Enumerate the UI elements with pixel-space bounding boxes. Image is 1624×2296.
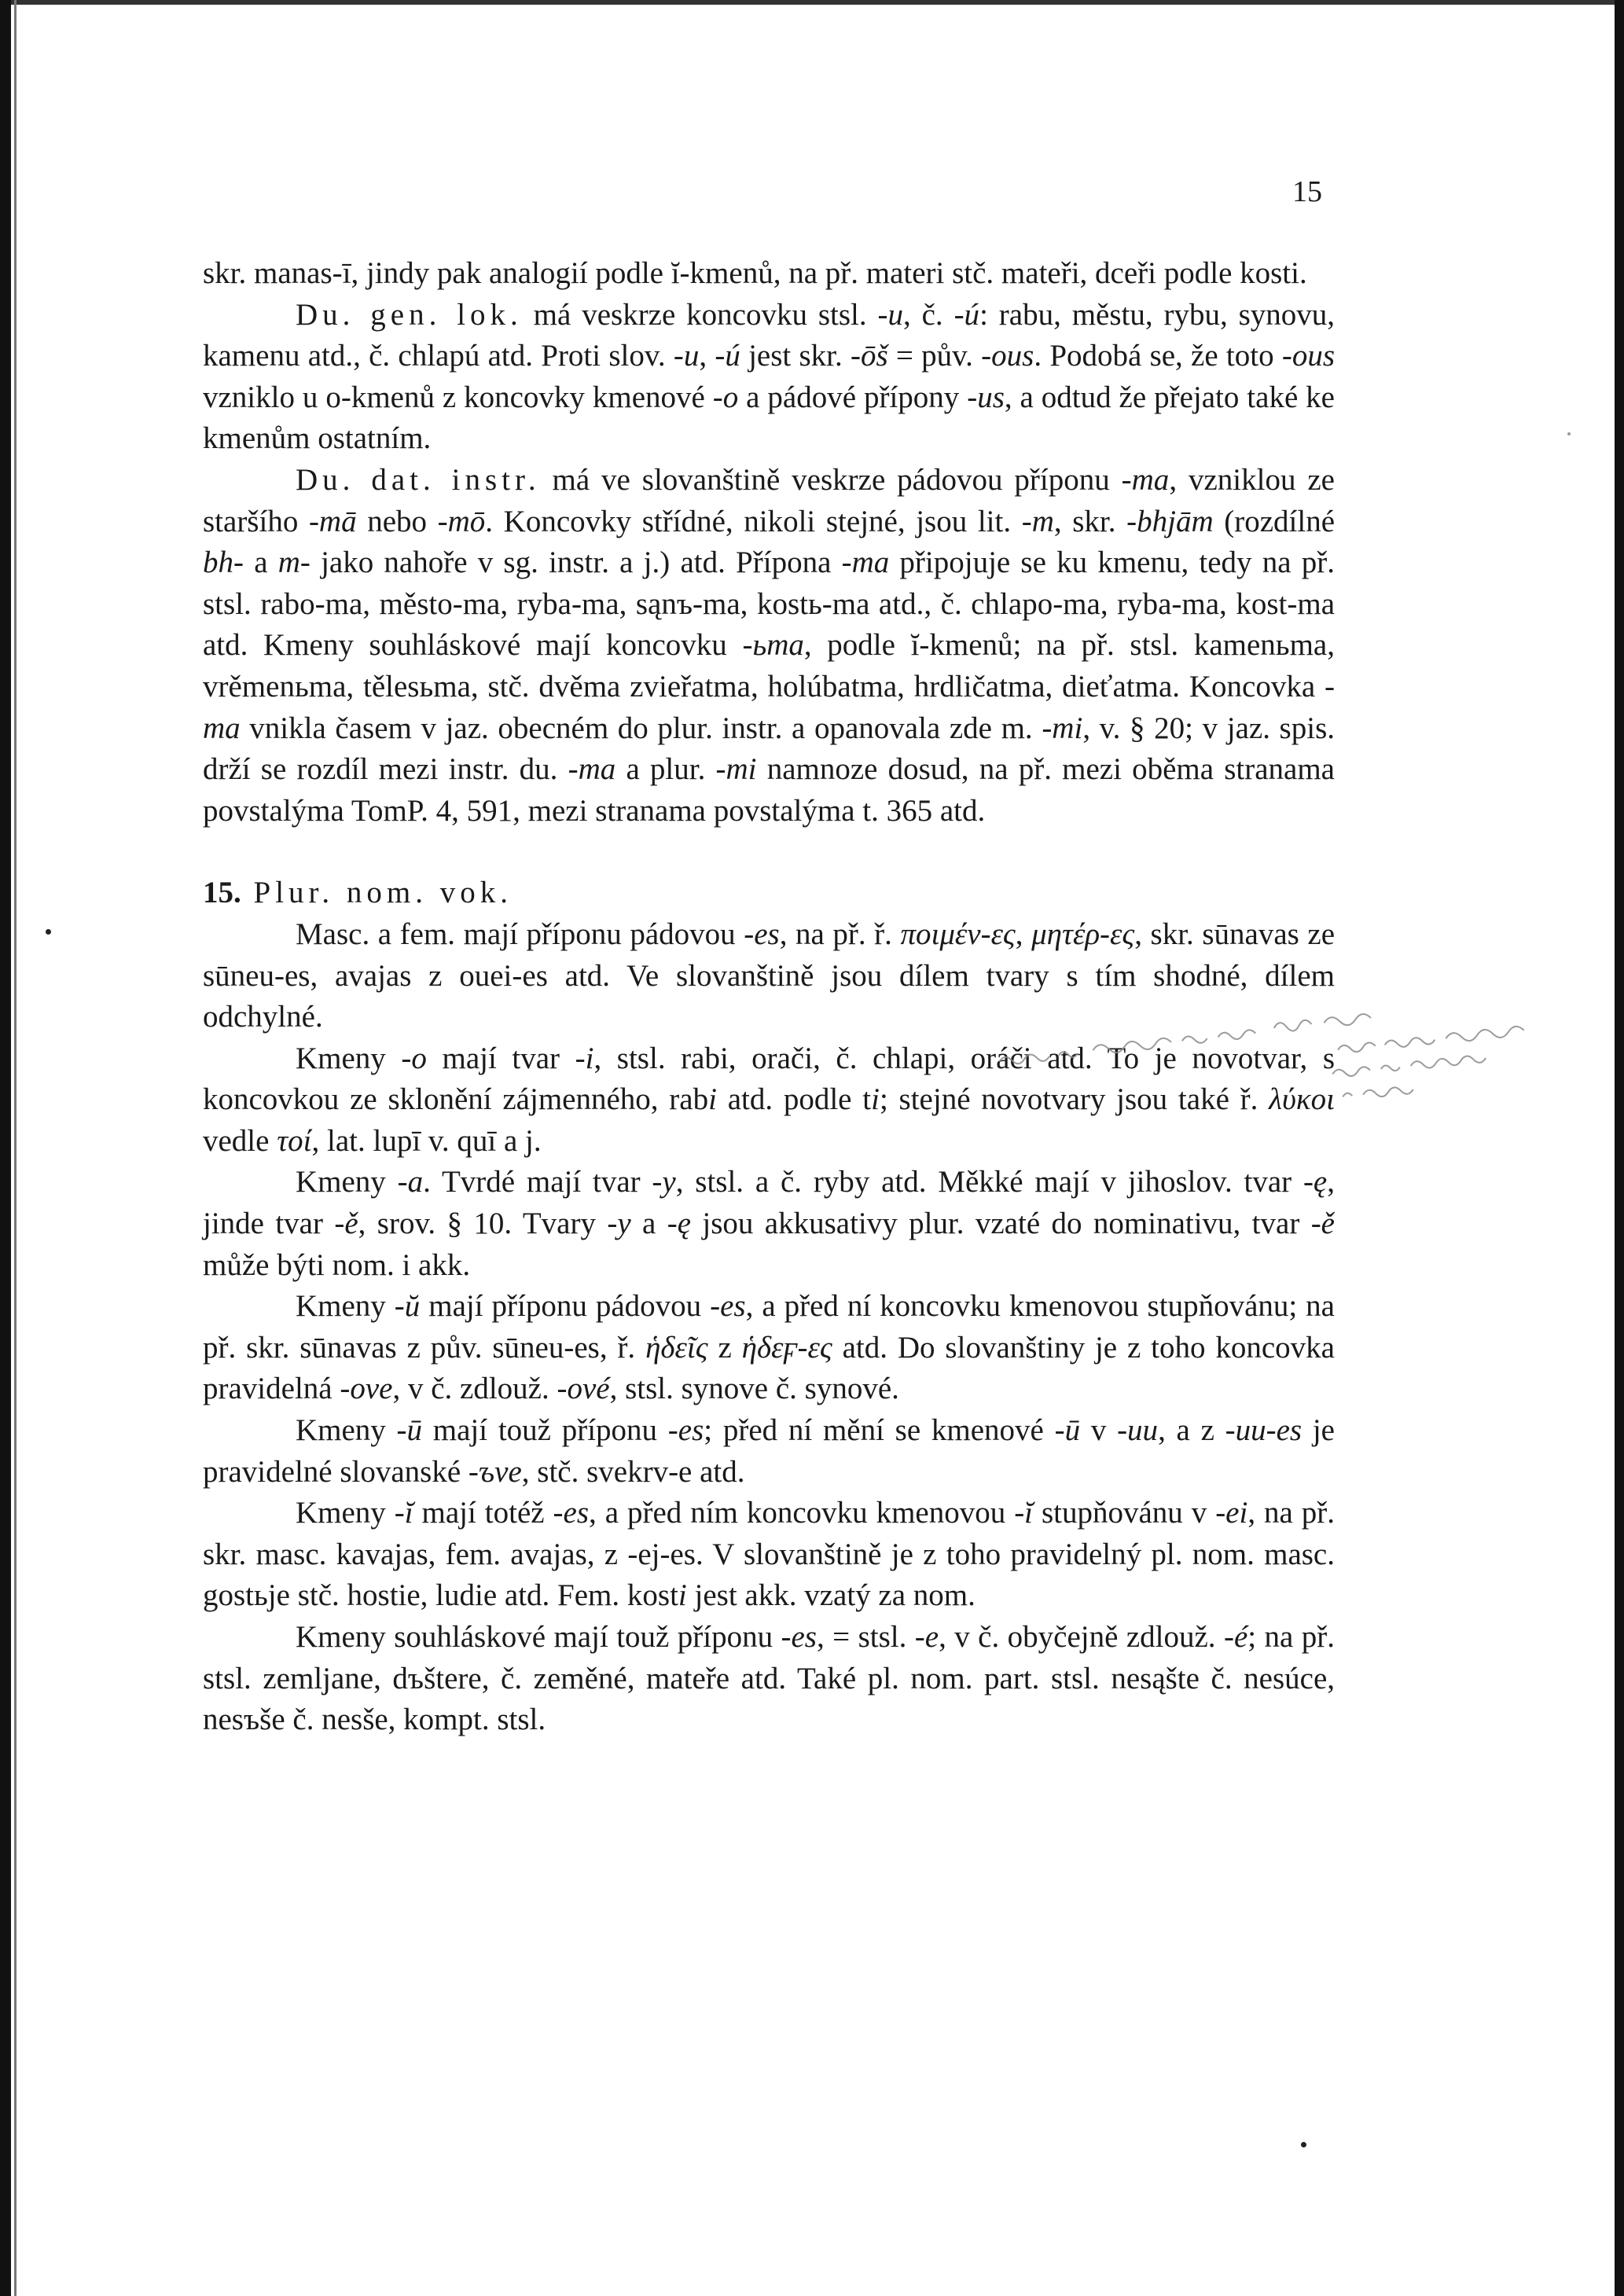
text-run: jsou akkusativy plur. vzaté do nominativu, tvar <box>691 1207 1311 1241</box>
page-left-border-inner <box>14 0 17 2296</box>
text-run: a <box>244 546 278 580</box>
italic-run: -ma <box>841 546 890 580</box>
text-run: Kmeny <box>296 1165 398 1199</box>
italic-run: -ě <box>334 1207 358 1241</box>
text-run: , v č. zdlouž. <box>392 1372 557 1406</box>
text-run: , <box>699 339 715 373</box>
text-run: vnikla časem v jaz. obecném do plur. instr. a opanovala zde m. <box>240 711 1042 745</box>
italic-run: -ьma <box>742 628 804 663</box>
italic-run: bh- <box>203 546 244 580</box>
text-run: jest skr. <box>740 339 851 373</box>
text-run: : rabu, městu, rybu, synovu, kamenu atd., č. chlapú atd. Proti slov. <box>203 297 1336 373</box>
italic-run: -bhjām <box>1126 504 1214 538</box>
text-run: Kmeny <box>296 1413 397 1448</box>
section-heading <box>203 872 1335 914</box>
text-run: , č. <box>903 297 954 332</box>
stray-dot-mark <box>1301 2142 1306 2147</box>
text-run: mají tvar <box>426 1041 575 1075</box>
italic-run: -u <box>877 297 903 332</box>
text-run: Masc. a fem. mají příponu pádovou <box>296 917 744 951</box>
italic-run: -mi <box>1042 711 1083 745</box>
text-run: , <box>1015 917 1032 951</box>
text-run: = pův. <box>887 339 982 373</box>
text-run: , = stsl. <box>816 1620 915 1654</box>
text-run: namnoze dosud, na př. mezi oběma stranama povstalýma TomP. 4, 591, mezi stranama povstalýma t. 365 atd. <box>203 752 1335 828</box>
text-run: , vzniklou ze staršího <box>203 462 1335 538</box>
text-run: a pádové přípony <box>738 380 968 414</box>
italic-run: -ous <box>1281 339 1336 373</box>
spaced-run: Du. gen. lok. <box>296 297 523 332</box>
text-run: jest akk. vzatý za nom. <box>686 1578 976 1613</box>
text-run: skr. manas-ī, jindy pak analogií podle ĭ-kmenů, na př. materi stč. mateři, dceři podle kosti. <box>203 256 1307 290</box>
paragraph <box>203 1286 1335 1410</box>
text-run: , jinde tvar <box>203 1165 1335 1241</box>
page-left-border <box>0 0 11 2296</box>
text-run: ; stejné novotvary jsou také ř. <box>879 1082 1269 1117</box>
stray-dot-mark <box>46 929 51 935</box>
text-run: vedle <box>203 1123 277 1158</box>
text-run: , stsl. rabi, orači, č. chlapi, oráči atd. To je novotvar, s koncovkou ze sklonění zájmenného, rab <box>203 1041 1335 1117</box>
text-run: , skr. sūnavas ze sūneu-es, avajas z ouei-es atd. Ve slovanštině jsou dílem tvary s tím shodné, dílem odchylné. <box>203 917 1336 1034</box>
text-run: , v č. obyčejně zdlouž. <box>939 1620 1224 1654</box>
italic-run: -ma <box>568 752 616 787</box>
italic-run: -ma <box>203 669 1335 745</box>
italic-run: -u <box>673 339 700 373</box>
paragraph <box>203 295 1335 460</box>
page-top-edge <box>0 0 1624 5</box>
text-run: ; na př. stsl. zemljane, dъštere, č. zeměné, mateře atd. Také pl. nom. part. stsl. nesąšte č. nesúce, nesъše č. nesše, kompt. stsl. <box>203 1620 1335 1737</box>
spaced-run: Plur. nom. vok. <box>241 876 513 910</box>
italic-run: i <box>871 1082 880 1117</box>
text-run: , stsl. a č. ryby atd. Měkké mají v jihoslov. tvar <box>675 1165 1303 1199</box>
text-run: , podle ĭ-kmenů; na př. stsl. kamenьma, vrěmenьma, tělesьma, stč. dvěma zvieřatma, holúbatma, hrdličatma, dieťatma. Koncovka <box>203 628 1335 703</box>
text-run: stupňovánu v <box>1033 1496 1216 1530</box>
italic-run: -ĭ <box>394 1496 413 1530</box>
italic-run: -us <box>967 380 1005 414</box>
paragraph <box>203 460 1335 832</box>
italic-run: -es <box>667 1413 704 1448</box>
italic-run: -ma <box>1121 462 1170 497</box>
text-run: Kmeny souhláskové mají touž příponu <box>296 1620 781 1654</box>
italic-run: i <box>708 1082 717 1117</box>
text-run: , stsl. synove č. synové. <box>609 1372 899 1406</box>
italic-run: -ę <box>1303 1165 1328 1199</box>
italic-run: i <box>678 1578 687 1613</box>
text-run: mají touž příponu <box>422 1413 668 1448</box>
paragraph <box>203 1410 1335 1493</box>
italic-run: ἡδεϝ-ες <box>741 1330 832 1365</box>
text-run: jako nahoře v sg. instr. a j.) atd. Přípona <box>310 546 842 580</box>
paragraph <box>203 1493 1335 1617</box>
text-run: , stč. svekrv-e atd. <box>521 1454 745 1489</box>
bold-run: 15. <box>203 876 241 910</box>
page-number: 15 <box>1292 175 1322 208</box>
italic-run: -y <box>652 1165 676 1199</box>
text-run: mají totéž <box>413 1496 553 1530</box>
italic-run: -o <box>401 1041 427 1075</box>
spaced-run: Du. dat. instr. <box>296 462 541 497</box>
italic-run: -ū <box>1054 1413 1081 1448</box>
text-run: , skr. <box>1053 504 1127 538</box>
italic-run: -es <box>744 917 780 951</box>
italic-run: -mā <box>308 504 357 538</box>
text-run: Kmeny <box>296 1041 402 1075</box>
text-run: , na př. ř. <box>779 917 901 951</box>
italic-run: -ous <box>981 339 1034 373</box>
text-run: atd. Do slovanštiny je z toho koncovka pravidelná <box>203 1330 1335 1406</box>
text-run: připojuje se ku kmenu, tedy na př. stsl. rabo-ma, město-ma, ryba-ma, sąnъ-ma, kostь-ma atd., č. chlapo-ma, ryba-ma, kost-ma atd. Kmeny souhláskové mají koncovku <box>203 546 1336 663</box>
text-run: Kmeny <box>296 1496 395 1530</box>
section-gap <box>203 832 1335 872</box>
page-right-border <box>1615 0 1624 2296</box>
text-run: vzniklo u o-kmenů z koncovky kmenové <box>203 380 713 414</box>
text-run: . Podobá se, že toto <box>1034 339 1282 373</box>
text-run: , na př. skr. masc. kavajas, fem. avajas, z -ej-es. V slovanštině je z toho pravidelný pl. nom. masc. gostьje stč. hostie, ludie atd. Fem. kost <box>203 1496 1336 1613</box>
italic-run: -ę <box>667 1207 692 1241</box>
italic-run: -ove <box>340 1372 393 1406</box>
text-run: z <box>707 1330 742 1365</box>
text-run: , srov. § 10. Tvary <box>358 1207 608 1241</box>
italic-run: -uu <box>1117 1413 1159 1448</box>
italic-run: -ĭ <box>1014 1496 1034 1530</box>
italic-run: λύκοι <box>1269 1082 1335 1117</box>
italic-run: -ú <box>715 339 740 373</box>
italic-run: -ové <box>557 1372 610 1406</box>
text-run: , a z <box>1158 1413 1225 1448</box>
text-run: je pravidelné slovanské <box>203 1413 1335 1489</box>
text-run: (rozdílné <box>1213 504 1336 538</box>
italic-run: -uu-es <box>1225 1413 1303 1448</box>
italic-run: -es <box>553 1496 590 1530</box>
text-run: , a před ní koncovku kmenovou stupňovánu; na př. skr. sūnavas z pův. sūneu-es, ř. <box>203 1289 1335 1365</box>
paragraph <box>203 1617 1335 1741</box>
text-run: a <box>630 1207 667 1241</box>
italic-run: -es <box>781 1620 817 1654</box>
italic-run: -ū <box>396 1413 423 1448</box>
text-run: může býti nom. i akk. <box>203 1247 471 1282</box>
text-run: . Koncovky střídné, nikoli stejné, jsou lit. <box>485 504 1022 538</box>
italic-run: -ě <box>1310 1207 1335 1241</box>
italic-run: τοί <box>277 1123 312 1158</box>
text-run: mají příponu pádovou <box>420 1289 711 1324</box>
text-run: , v. § 20; v jaz. spis. drží se rozdíl mezi instr. du. <box>203 711 1336 787</box>
text-run: , a před ním koncovku kmenovou <box>589 1496 1015 1530</box>
text-run: nebo <box>356 504 438 538</box>
italic-run: -o <box>712 380 739 414</box>
text-run: , a odtud že přejato také ke kmenům ostatním. <box>203 380 1335 456</box>
paragraph <box>203 1162 1335 1286</box>
italic-run: -ъve <box>468 1454 522 1489</box>
text-run: Kmeny <box>296 1289 395 1324</box>
italic-run: -a <box>397 1165 424 1199</box>
italic-run: -é <box>1223 1620 1248 1654</box>
italic-run: -ú <box>953 297 980 332</box>
italic-run: -es <box>710 1289 746 1324</box>
text-run: ; před ní mění se kmenové <box>704 1413 1055 1448</box>
italic-run: -i <box>575 1041 594 1075</box>
italic-run: -y <box>607 1207 631 1241</box>
italic-run: -m <box>1021 504 1054 538</box>
italic-run: μητέρ-ες <box>1031 917 1135 951</box>
stray-dot-mark <box>1567 432 1571 435</box>
page-body-text <box>203 253 1335 1741</box>
text-run: . Tvrdé mají tvar <box>423 1165 652 1199</box>
text-run: , lat. lupī v. quī a j. <box>311 1123 542 1158</box>
italic-run: -ei <box>1215 1496 1248 1530</box>
text-run: v <box>1080 1413 1118 1448</box>
italic-run: -ōš <box>851 339 888 373</box>
italic-run: -ŭ <box>394 1289 421 1324</box>
italic-run: m- <box>277 546 310 580</box>
text-run: atd. podle t <box>716 1082 872 1117</box>
text-run: má ve slovanštině veskrze pádovou příponu <box>540 462 1122 497</box>
italic-run: ποιμέν-ες <box>900 917 1016 951</box>
italic-run: ἡδεῖς <box>645 1330 708 1365</box>
text-run: a plur. <box>615 752 716 787</box>
italic-run: -mō <box>437 504 486 538</box>
italic-run: -mi <box>715 752 757 787</box>
text-run: má veskrze koncovku stsl. <box>522 297 878 332</box>
paragraph <box>203 253 1335 295</box>
italic-run: -e <box>914 1620 939 1654</box>
